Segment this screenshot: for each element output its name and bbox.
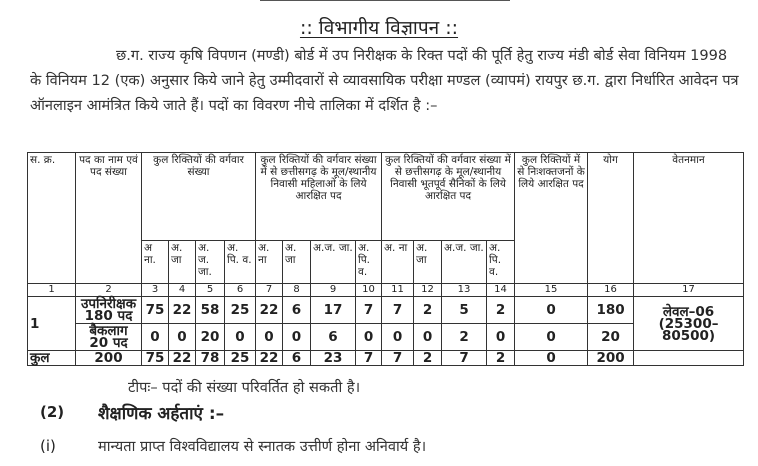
row-value: 7	[356, 297, 382, 324]
sub-header: अ ना.	[142, 241, 169, 284]
column-number: 3	[142, 284, 169, 297]
intro-paragraph	[30, 43, 742, 118]
total-disabled: 0	[515, 351, 588, 366]
note-text: टीपः– पदों की संख्या परिवर्तित हो सकती है।	[128, 379, 361, 396]
row-value: 0	[225, 324, 256, 351]
column-number: 1	[28, 284, 76, 297]
header-group-total: कुल रिक्तियों की वर्गवार संख्या	[142, 153, 256, 241]
sub-header: अ. ना	[256, 241, 283, 284]
sub-header: अ.ज. जा.	[311, 241, 356, 284]
column-number: 17	[634, 284, 744, 297]
section-number: (2)	[40, 403, 65, 421]
row-value: 0	[414, 324, 442, 351]
column-number: 15	[515, 284, 588, 297]
row-payscale: लेवल–06 (25300–80500)	[634, 297, 744, 351]
column-number: 7	[256, 284, 283, 297]
column-number: 11	[382, 284, 414, 297]
row-value: 6	[311, 324, 356, 351]
header-group-exserviceman: कुल रिक्तियों की वर्गवार संख्या में से छत्तीसगढ़ के मूल/स्थानीय निवासी भूतपूर्व सैनिकों के लिये आरक्षित पद	[382, 153, 515, 241]
header-payscale: वेतनमान	[634, 153, 744, 284]
column-number: 16	[588, 284, 634, 297]
total-post: 200	[76, 351, 142, 366]
sub-header: अ. पि. व.	[225, 241, 256, 284]
row-value: 0	[487, 324, 515, 351]
header-row	[28, 153, 744, 241]
row-disabled: 0	[515, 324, 588, 351]
sub-header: अ. पि. व.	[487, 241, 515, 284]
row-post: उपनिरीक्षक 180 पद	[76, 297, 142, 324]
row-value: 17	[311, 297, 356, 324]
total-value: 2	[487, 351, 515, 366]
row-value: 2	[414, 297, 442, 324]
total-value: 2	[414, 351, 442, 366]
header-sno: स. क्र.	[28, 153, 76, 284]
row-sno: 1	[28, 297, 76, 351]
header-group-women: कुल रिक्तियों की वर्गवार संख्या में से छत्तीसगढ़ के मूल/स्थानीय निवासी महिलाओं के लिये आरक्षित पद	[256, 153, 382, 241]
total-value: 22	[169, 351, 196, 366]
column-number: 13	[442, 284, 487, 297]
column-number: 10	[356, 284, 382, 297]
total-row	[28, 351, 744, 366]
row-value: 2	[442, 324, 487, 351]
row-value: 22	[256, 297, 283, 324]
total-value: 23	[311, 351, 356, 366]
total-value: 22	[256, 351, 283, 366]
row-disabled: 0	[515, 297, 588, 324]
row-value: 0	[356, 324, 382, 351]
section-title: शैक्षणिक अर्हताएं :–	[98, 404, 225, 424]
column-number: 2	[76, 284, 142, 297]
row-value: 75	[142, 297, 169, 324]
row-total: 20	[588, 324, 634, 351]
sub-header: अ. जा	[283, 241, 311, 284]
sub-header: अ. पि. व.	[356, 241, 382, 284]
total-total: 200	[588, 351, 634, 366]
row-value: 0	[169, 324, 196, 351]
column-number: 14	[487, 284, 515, 297]
column-number-row	[28, 284, 744, 297]
row-total: 180	[588, 297, 634, 324]
column-number: 8	[283, 284, 311, 297]
intro-text: छ.ग. राज्य कृषि विपणन (मण्डी) बोर्ड में उप निरीक्षक के रिक्त पदों की पूर्ति हेतु राज्य मंडी बोर्ड सेवा विनियम 1998 के विनियम 12 (एक) अनुसार किये जाने हेतु उम्मीदवारों से व्यावसायिक परीक्षा मण्डल (व्यापमं) रायपुर छ.ग. द्वारा निर्धारित आवेदन पत्र ऑनलाइन आमंत्रित किये जाते हैं। पदों का विवरण नीचे तालिका में दर्शित है :–	[30, 47, 739, 114]
total-value: 7	[382, 351, 414, 366]
vacancy-table	[27, 152, 744, 366]
row-value: 25	[225, 297, 256, 324]
sub-header: अ. जा	[169, 241, 196, 284]
row-value: 6	[283, 297, 311, 324]
item-text: मान्यता प्राप्त विश्वविद्यालय से स्नातक उत्तीर्ण होना अनिवार्य है।	[98, 438, 427, 455]
header-total: योग	[588, 153, 634, 284]
sub-header: अ. ना	[382, 241, 414, 284]
row-value: 0	[382, 324, 414, 351]
sub-header: अ. जा	[414, 241, 442, 284]
row-value: 22	[169, 297, 196, 324]
total-value: 25	[225, 351, 256, 366]
total-value: 6	[283, 351, 311, 366]
row-value: 20	[196, 324, 225, 351]
column-number: 5	[196, 284, 225, 297]
item-number: (i)	[40, 437, 56, 455]
total-payscale-empty	[634, 351, 744, 366]
row-value: 0	[256, 324, 283, 351]
advertisement-heading: :: विभागीय विज्ञापन ::	[299, 17, 459, 39]
row-value: 58	[196, 297, 225, 324]
total-label: कुल	[28, 351, 76, 366]
column-number: 12	[414, 284, 442, 297]
row-value: 0	[283, 324, 311, 351]
total-value: 78	[196, 351, 225, 366]
sub-header: अ. ज. जा.	[196, 241, 225, 284]
top-divider	[260, 0, 510, 7]
header-disabled: कुल रिक्तियों में से निःशक्तजनों के लिये आरक्षित पद	[515, 153, 588, 284]
sub-header: अ.ज. जा.	[442, 241, 487, 284]
header-post: पद का नाम एवं पद संख्या	[76, 153, 142, 284]
total-value: 75	[142, 351, 169, 366]
column-number: 4	[169, 284, 196, 297]
column-number: 9	[311, 284, 356, 297]
row-value: 5	[442, 297, 487, 324]
column-number: 6	[225, 284, 256, 297]
row-value: 7	[382, 297, 414, 324]
total-value: 7	[442, 351, 487, 366]
row-post: बैकलाग 20 पद	[76, 324, 142, 351]
row-value: 2	[487, 297, 515, 324]
row-value: 0	[142, 324, 169, 351]
total-value: 7	[356, 351, 382, 366]
table-row	[28, 297, 744, 324]
